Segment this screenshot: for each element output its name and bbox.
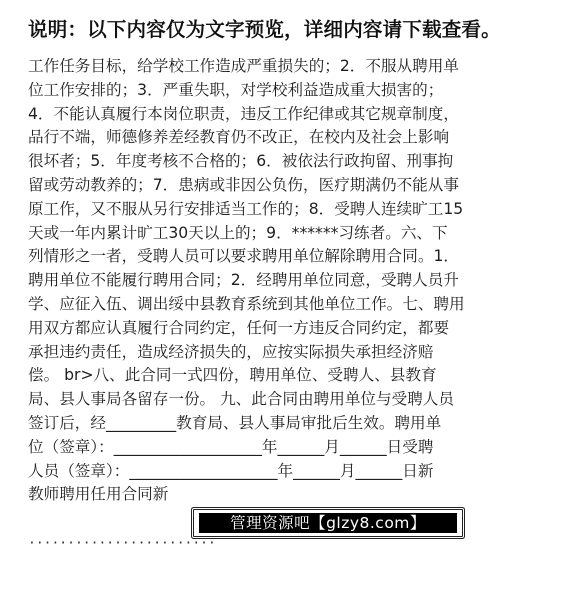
preview-notice: 说明：以下内容仅为文字预览，详细内容请下载查看。	[28, 18, 501, 41]
document-line: 位（签章）：___________________年______月______日受聘	[28, 437, 434, 456]
document-line: 聘用单位不能履行聘用合同；2．经聘用单位同意，受聘人员升	[28, 271, 459, 290]
document-line: 偿。 br>八、此合同一式四份，聘用单位、受聘人、县教育	[28, 366, 437, 385]
watermark-banner-text: 管理资源吧【glzy8.com】	[199, 513, 457, 533]
document-line: 工作任务目标，给学校工作造成严重损失的；2．不服从聘用单	[28, 57, 459, 75]
document-line: 天或一年内累计旷工30天以上的；9．******习练者。六、下	[28, 223, 448, 242]
document-line: 承担违约责任，造成经济损失的，应按实际损失承担经济赔	[28, 342, 434, 361]
document-line: 原工作，又不服从另行安排适当工作的；8．受聘人连续旷工15	[28, 199, 464, 218]
document-line: 留或劳动教养的；7．患病或非因公负伤，医疗期满仍不能从事	[28, 175, 459, 194]
document-line: 位工作安排的；3．严重失职，对学校利益造成重大损害的；	[28, 80, 444, 99]
document-line: 4．不能认真履行本岗位职责，违反工作纪律或其它规章制度，	[28, 104, 459, 123]
document-line: 签订后，经_________教育局、县人事局审批后生效。聘用单	[28, 413, 442, 432]
document-body	[28, 55, 556, 507]
document-line: 教师聘用任用合同新	[28, 485, 169, 504]
document-line: 很坏者；5．年度考核不合格的；6．被依法行政拘留、刑事拘	[28, 152, 454, 171]
document-line: 品行不端，师德修养差经教育仍不改正，在校内及社会上影响	[28, 128, 450, 147]
truncation-ellipsis: ························	[28, 536, 216, 551]
document-line: 用双方都应认真履行合同约定，任何一方违反合同约定，都要	[28, 318, 450, 337]
document-line: 人员（签章）：___________________年______月______日新	[28, 461, 434, 480]
document-line: 局、县人事局各留存一份。 九、此合同由聘用单位与受聘人员	[28, 390, 454, 409]
watermark-banner[interactable]	[193, 509, 463, 537]
document-line: 学、应征入伍、调出绥中县教育系统到其他单位工作。七、聘用	[28, 294, 465, 313]
document-line: 列情形之一者，受聘人员可以要求聘用单位解除聘用合同。1．	[28, 247, 459, 266]
